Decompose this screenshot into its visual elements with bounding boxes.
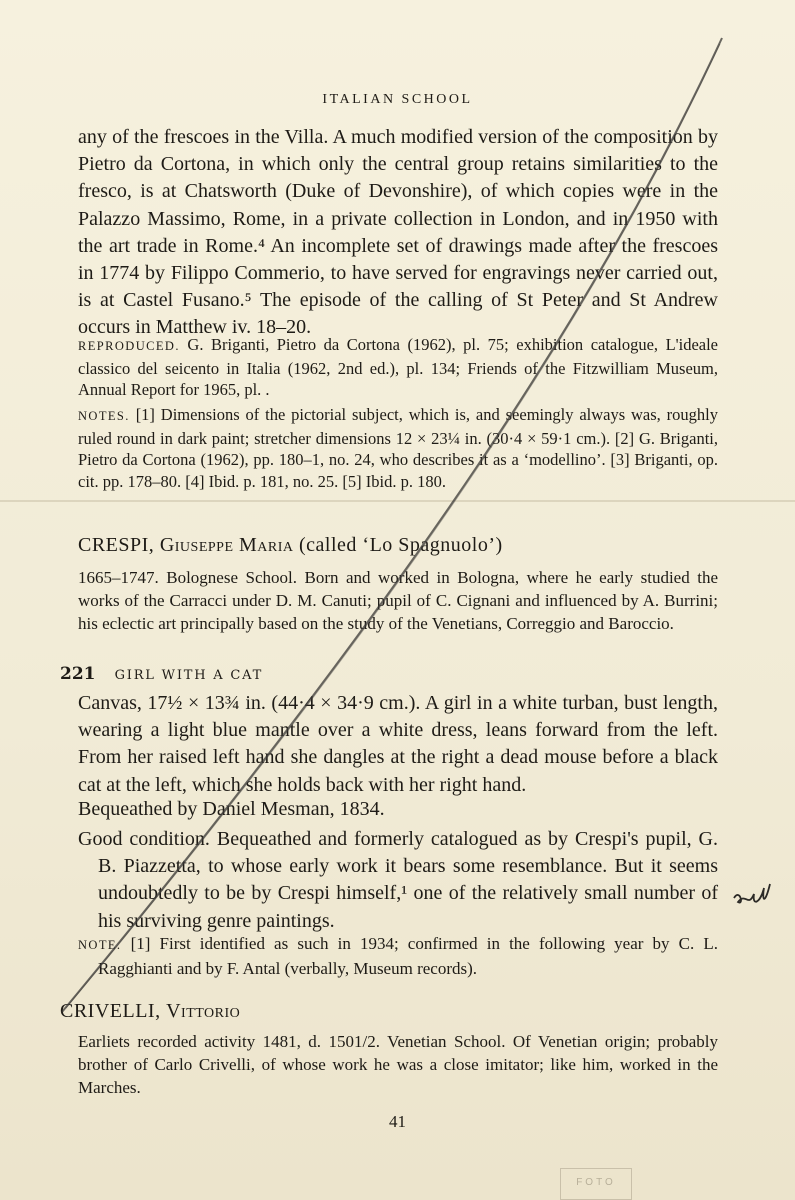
- reproduced-label: REPRODUCED.: [78, 339, 180, 353]
- faint-stamp: FOTO: [560, 1168, 632, 1200]
- entry-title: GIRL WITH A CAT: [114, 668, 264, 683]
- entry-221-note: [78, 932, 718, 980]
- crespi-bio: [78, 566, 718, 635]
- entry-number: 221: [60, 664, 96, 684]
- notes-section: [78, 404, 718, 492]
- notes-label: NOTES.: [78, 409, 130, 423]
- entry-221-title: [60, 664, 700, 684]
- entry-221-condition: [78, 826, 718, 935]
- reproduced-section: [78, 334, 718, 401]
- notes-text: [1] Dimensions of the pictorial subject, which is, and seemingly always was, roughly ruled round in dark paint; stretcher dimensions 12 × 23¼ in. (30·4 × 59·1 cm.). [2] G. Briganti, Pietro da Cortona (1962), pp. 180–1, no. 24, who describes it as a ‘modellino’. [3] Briganti, op. cit. pp. 178–80. [4] Ibid. p. 181, no. 25. [5] Ibid. p. 180.: [78, 405, 718, 491]
- note-label: NOTE.: [78, 938, 122, 952]
- page-fold: [0, 500, 795, 502]
- description-text: Canvas, 17½ × 13¾ in. (44·4 × 34·9 cm.). A girl in a white turban, bust length, wearing a light blue mantle over a white dress, leans forward from the left. From her raised left hand she dangles at the right a dead mouse before a black cat at the left, which she holds back with her right hand.: [78, 692, 718, 796]
- handwritten-margin-mark: [730, 878, 775, 914]
- pietro-continuation: [78, 124, 718, 342]
- crespi-alias: (called ‘Lo Spagnuolo’): [299, 534, 503, 556]
- crivelli-heading: [60, 1000, 700, 1023]
- note-text: [1] First identified as such in 1934; confirmed in the following year by C. L. Ragghianti and by F. Antal (verbally, Museum records).: [98, 934, 718, 978]
- pietro-body-paragraph: any of the frescoes in the Villa. A much modified version of the composition by Pietro da Cortona, in which only the central group retains similarities to the fresco, is at Chatsworth (Duke of Devonshire), of which copies were in the Palazzo Massimo, Rome, in a private collection in London, and in 1950 with the art trade in Rome.⁴ An incomplete set of drawings made after the frescoes in 1774 by Filippo Commerio, to have served for engravings never carried out, is at Castel Fusano.⁵ The episode of the calling of St Peter and St Andrew occurs in Matthew iv. 18–20.: [78, 126, 718, 339]
- entry-221-description: [78, 690, 718, 799]
- condition-text: Good condition. Bequeathed and formerly catalogued as by Crespi's pupil, G. B. Piazzetta, to whose early work it bears some resemblance. But it seems undoubtedly to be by Crespi himself,¹ one of the relatively small number of his surviving genre paintings.: [78, 828, 718, 932]
- crespi-surname: CRESPI,: [78, 534, 155, 556]
- entry-221-provenance: [78, 796, 718, 823]
- crespi-given-name: Giuseppe Maria: [159, 534, 294, 556]
- crivelli-bio: [78, 1030, 718, 1099]
- page-number: 41: [389, 1112, 406, 1131]
- crespi-heading: [78, 534, 718, 557]
- crespi-bio-text: 1665–1747. Bolognese School. Born and worked in Bologna, where he early studied the works of the Carracci under D. M. Canuti; pupil of C. Cignani and influenced by A. Burrini; his eclectic art principally based on the study of the Venetians, Correggio and Baroccio.: [78, 568, 718, 633]
- crivelli-bio-text: Earliets recorded activity 1481, d. 1501/2. Venetian School. Of Venetian origin; probably brother of Carlo Crivelli, of whose work he was a close imitator; like him, worked in the Marches.: [78, 1032, 718, 1097]
- bequeathed-text: Bequeathed by Daniel Mesman, 1834.: [78, 798, 385, 820]
- running-header: ITALIAN SCHOOL: [322, 92, 473, 107]
- crivelli-given-name: Vittorio: [166, 1000, 241, 1022]
- crivelli-surname: CRIVELLI,: [60, 1000, 161, 1022]
- reproduced-text: G. Briganti, Pietro da Cortona (1962), pl. 75; exhibition catalogue, L'ideale classico del seicento in Italia (1962, 2nd ed.), pl. 134; Friends of the Fitzwilliam Museum, Annual Report for 1965, pl. .: [78, 335, 719, 399]
